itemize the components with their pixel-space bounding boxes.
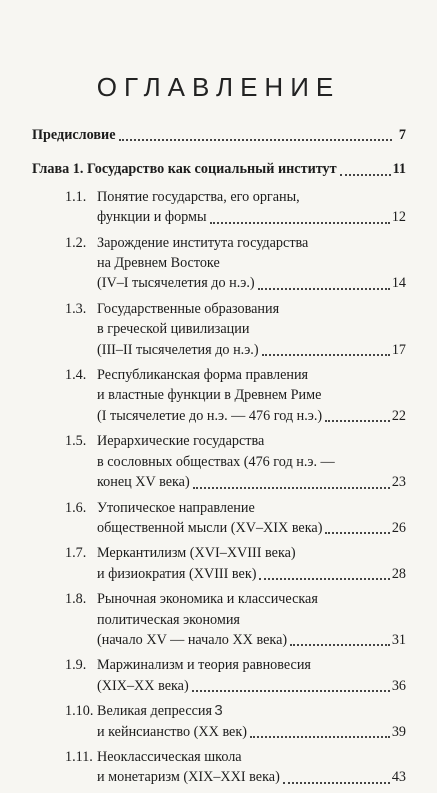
page-number: 3 [214, 702, 223, 719]
section-number: 1.10. [65, 703, 94, 720]
section-title-line [97, 747, 406, 767]
section-title-line [97, 299, 406, 319]
toc-page-number: 17 [391, 341, 406, 358]
section-title [97, 365, 406, 426]
toc-entry-section [32, 233, 406, 294]
section-title-line [97, 452, 406, 472]
section-title-line [97, 273, 406, 293]
dot-leader [283, 782, 390, 784]
section-title-text: Маржинализм и теория равновесия [97, 657, 311, 674]
section-title-line [97, 406, 406, 426]
toc-entry-section [32, 431, 406, 492]
toc-entry-section [32, 747, 406, 788]
table-of-contents [32, 125, 406, 793]
section-title-text: и властные функции в Древнем Риме [97, 387, 322, 404]
dot-leader [192, 690, 390, 692]
dot-leader [325, 420, 390, 422]
section-title-text: Неоклассическая школа [97, 748, 242, 765]
section-title [97, 655, 406, 696]
section-number: 1.3. [65, 300, 87, 317]
section-title-line [97, 543, 406, 563]
section-title-text: Зарождение института государства [97, 234, 309, 251]
dot-leader [262, 354, 390, 356]
section-number: 1.8. [65, 591, 87, 608]
toc-entry-title: Предисловие [32, 127, 116, 143]
section-title-text: Иерархические государства [97, 433, 265, 450]
section-title [97, 233, 406, 294]
section-title-text: в греческой цивилизации [97, 321, 250, 338]
section-number: 1.5. [65, 433, 87, 450]
section-title [97, 543, 406, 584]
dot-leader [325, 532, 389, 534]
dot-leader [290, 644, 390, 646]
dot-leader [250, 736, 390, 738]
toc-entry-section [32, 543, 406, 584]
section-title-text: Меркантилизм (XVI–XVIII века) [97, 545, 296, 562]
toc-page-number: 11 [392, 161, 406, 178]
section-title-line [97, 518, 406, 538]
section-title-text: (IV–I тысячелетия до н.э.) [97, 275, 255, 292]
section-title-line [97, 319, 406, 339]
section-title-text: (III–II тысячелетия до н.э.) [97, 341, 259, 358]
section-title [97, 187, 406, 228]
toc-page-number: 12 [391, 209, 406, 226]
section-title-line [97, 385, 406, 405]
section-title-text: и кейнсианство (XX век) [97, 723, 247, 740]
section-title-text: Республиканская форма правления [97, 367, 309, 384]
section-title-text: Государственные образования [97, 300, 280, 317]
section-number: 1.11. [65, 748, 93, 765]
section-title [97, 747, 406, 788]
dot-leader [259, 578, 389, 580]
section-number: 1.4. [65, 367, 87, 384]
page-title: ОГЛАВЛЕНИЕ [96, 72, 341, 102]
section-title-line [97, 431, 406, 451]
toc-page-number: 31 [391, 631, 406, 648]
toc-entry-chapter [32, 159, 406, 179]
section-title-line [97, 676, 406, 696]
section-title-line [97, 340, 406, 360]
toc-page-number: 36 [391, 677, 406, 694]
toc-entry-section [32, 498, 406, 539]
section-number: 1.9. [65, 657, 87, 674]
section-number: 1.2. [65, 234, 87, 251]
toc-entry-section [32, 299, 406, 360]
section-title-text: и монетаризм (XIX–XXI века) [97, 769, 280, 786]
dot-leader [193, 487, 390, 489]
toc-entry-title: Глава 1. Государство как социальный институт [32, 161, 337, 178]
section-title-line [97, 655, 406, 675]
section-title [97, 498, 406, 539]
section-title-text: конец XV века) [97, 474, 190, 491]
toc-page-number: 14 [391, 275, 406, 292]
toc-page-number: 43 [391, 769, 406, 786]
section-title [97, 589, 406, 650]
toc-entry-section [32, 655, 406, 696]
toc-page-number: 23 [391, 474, 406, 491]
toc-entry-section [32, 589, 406, 650]
section-title-line [97, 365, 406, 385]
dot-leader [340, 174, 391, 176]
section-title-line [97, 207, 406, 227]
section-title-text: (XIX–XX века) [97, 677, 189, 694]
section-title-text: Понятие государства, его органы, [97, 188, 300, 205]
section-number: 1.6. [65, 499, 87, 516]
toc-entry-section [32, 187, 406, 228]
section-title [97, 299, 406, 360]
toc-entry-section [32, 365, 406, 426]
toc-page-number: 26 [391, 519, 406, 536]
section-title-text: общественной мысли (XV–XIX века) [97, 519, 323, 536]
section-title-text: (I тысячелетие до н.э. — 476 год н.э.) [97, 407, 323, 424]
section-title-line [97, 722, 406, 742]
section-title-text: Великая депрессия [97, 703, 213, 720]
section-title-line [97, 630, 406, 650]
dot-leader [119, 139, 392, 141]
section-title-text: и физиократия (XVIII век) [97, 565, 257, 582]
section-title-text: функции и формы [97, 209, 207, 226]
section-title-line [97, 610, 406, 630]
toc-page-number: 7 [398, 127, 406, 143]
toc-page-number: 28 [391, 565, 406, 582]
section-list [32, 187, 406, 788]
dot-leader [210, 222, 390, 224]
section-title-text: в сословных обществах (476 год н.э. — [97, 453, 335, 470]
section-title-line [97, 253, 406, 273]
toc-page-number: 39 [391, 723, 406, 740]
section-title-text: на Древнем Востоке [97, 255, 220, 272]
section-title [97, 431, 406, 492]
dot-leader [258, 288, 390, 290]
section-title-text: (начало XV — начало XX века) [97, 631, 288, 648]
section-title-line [97, 187, 406, 207]
section-title-line [97, 498, 406, 518]
section-title-text: Утопическое направление [97, 499, 255, 516]
toc-entry-preface [32, 125, 406, 145]
toc-page-number: 22 [391, 407, 406, 424]
section-title-line [97, 564, 406, 584]
section-title-line [97, 472, 406, 492]
section-number: 1.1. [65, 188, 87, 205]
section-title-text: Рыночная экономика и классическая [97, 591, 318, 608]
section-number: 1.7. [65, 545, 87, 562]
section-title-text: политическая экономия [97, 611, 240, 628]
section-title-line [97, 767, 406, 787]
section-title-line [97, 233, 406, 253]
section-title-line [97, 589, 406, 609]
